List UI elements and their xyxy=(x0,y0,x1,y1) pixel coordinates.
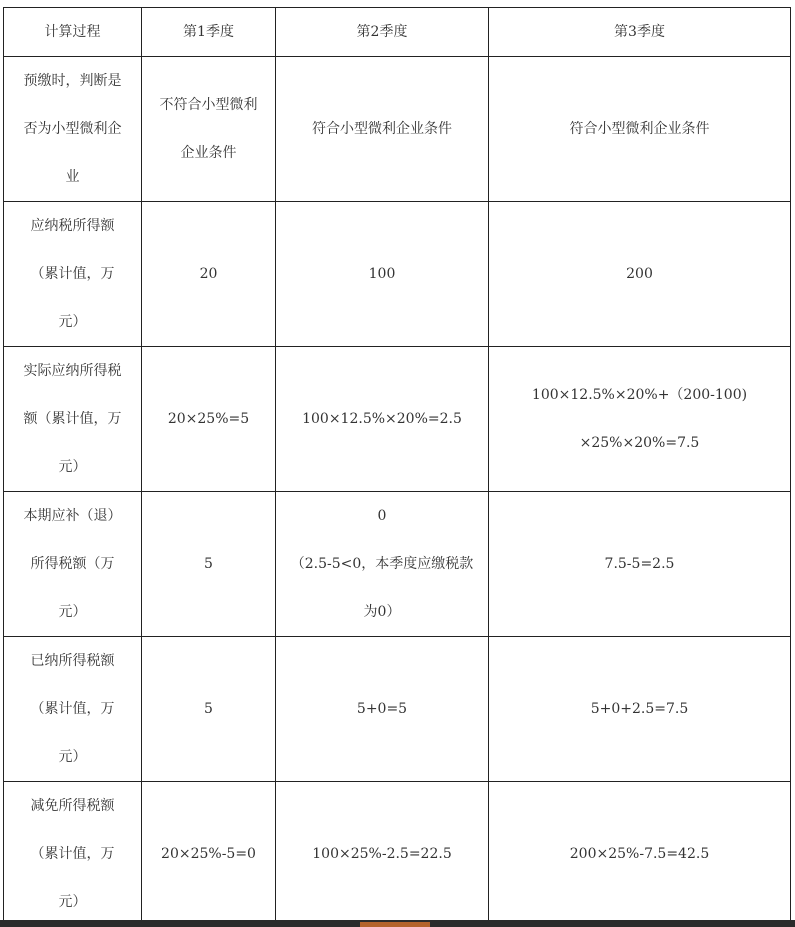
cell-line: 元） xyxy=(58,314,87,330)
cell-q2 xyxy=(276,347,489,492)
cell-line: 应纳税所得额 xyxy=(30,218,115,234)
cell-line: （累计值，万 xyxy=(30,266,115,282)
cell-line: 元） xyxy=(58,894,87,910)
cell-q2 xyxy=(276,782,489,927)
cell-q1 xyxy=(142,202,276,347)
cell-line: 20 xyxy=(199,266,218,282)
cell-q3 xyxy=(489,637,791,782)
cell-line: ×25%×20%=7.5 xyxy=(579,435,700,451)
tax-calculation-table xyxy=(3,7,791,927)
cell-line: 20×25%=5 xyxy=(167,411,250,427)
header-cell-process: 计算过程 xyxy=(4,8,142,57)
table-row xyxy=(4,492,791,637)
cell-line: 业 xyxy=(65,169,80,185)
cell-line: 符合小型微利企业条件 xyxy=(569,121,710,137)
cell-line: （累计值，万 xyxy=(30,701,115,717)
cell-label xyxy=(4,782,142,927)
cell-line: 100 xyxy=(368,266,396,282)
table-row xyxy=(4,57,791,202)
cell-line: 元） xyxy=(58,604,87,620)
cell-line: 5 xyxy=(204,701,213,717)
cell-q2 xyxy=(276,57,489,202)
table-row xyxy=(4,202,791,347)
cell-q3 xyxy=(489,782,791,927)
cell-line: 0 xyxy=(377,508,387,524)
cell-label xyxy=(4,637,142,782)
header-cell-q3: 第3季度 xyxy=(489,8,791,57)
cell-line: 5 xyxy=(204,556,213,572)
cell-line: 200×25%-7.5=42.5 xyxy=(569,846,710,862)
cell-line: 元） xyxy=(58,459,87,475)
cell-q3 xyxy=(489,347,791,492)
bottom-accent-tab xyxy=(360,922,430,927)
cell-line: 预缴时，判断是 xyxy=(23,73,122,89)
cell-q1 xyxy=(142,347,276,492)
cell-line: （累计值，万 xyxy=(30,846,115,862)
cell-line: 否为小型微利企 xyxy=(23,121,122,137)
cell-line: 已纳所得税额 xyxy=(30,653,115,669)
cell-q2 xyxy=(276,202,489,347)
cell-line: （2.5-5<0，本季度应缴税款 xyxy=(290,556,474,572)
cell-q1 xyxy=(142,57,276,202)
cell-q3 xyxy=(489,492,791,637)
cell-q1 xyxy=(142,782,276,927)
cell-line: 200 xyxy=(626,266,653,282)
cell-q1 xyxy=(142,492,276,637)
header-cell-q2: 第2季度 xyxy=(276,8,489,57)
cell-line: 5+0+2.5=7.5 xyxy=(590,701,689,717)
cell-label xyxy=(4,492,142,637)
cell-line: 7.5-5=2.5 xyxy=(604,556,675,572)
cell-line: 20×25%-5=0 xyxy=(161,846,256,862)
cell-label xyxy=(4,57,142,202)
cell-q3 xyxy=(489,202,791,347)
cell-line: 不符合小型微利 xyxy=(159,97,258,113)
cell-label xyxy=(4,202,142,347)
cell-line: 本期应补（退） xyxy=(23,508,122,524)
cell-line: 企业条件 xyxy=(180,145,237,161)
cell-line: 所得税额（万 xyxy=(30,556,115,572)
cell-line: 元） xyxy=(58,749,87,765)
table-row xyxy=(4,637,791,782)
cell-line: 实际应纳所得税 xyxy=(23,363,122,379)
table-row xyxy=(4,347,791,492)
cell-label xyxy=(4,347,142,492)
cell-q2 xyxy=(276,492,489,637)
cell-q1 xyxy=(142,637,276,782)
cell-line: 100×25%-2.5=22.5 xyxy=(312,846,452,862)
table-row xyxy=(4,782,791,927)
cell-line: 符合小型微利企业条件 xyxy=(312,121,452,137)
cell-line: 减免所得税额 xyxy=(30,798,115,814)
cell-line: 额（累计值，万 xyxy=(23,411,122,427)
cell-q3 xyxy=(489,57,791,202)
cell-line: 为0） xyxy=(363,604,401,620)
table-body xyxy=(4,57,791,927)
cell-line: 100×12.5%×20%+（200-100) xyxy=(531,387,748,403)
cell-line: 100×12.5%×20%=2.5 xyxy=(302,411,462,427)
header-row xyxy=(4,8,791,57)
header-cell-q1: 第1季度 xyxy=(142,8,276,57)
cell-line: 5+0=5 xyxy=(356,701,408,717)
cell-q2 xyxy=(276,637,489,782)
